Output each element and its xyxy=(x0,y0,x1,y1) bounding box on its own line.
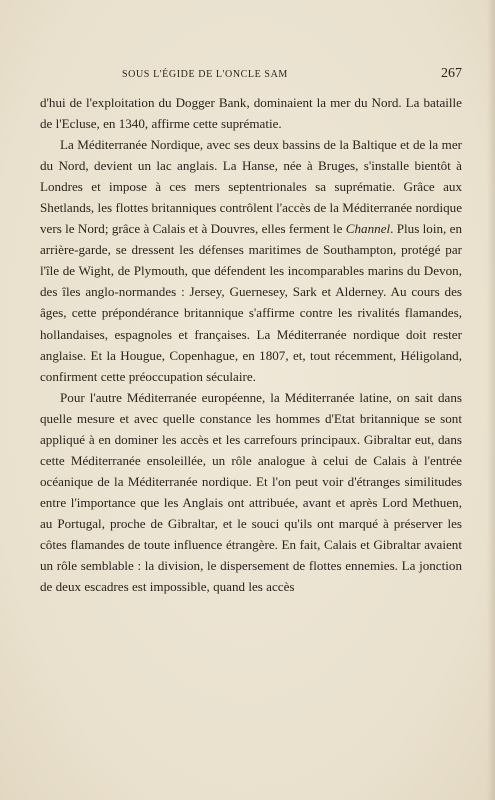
paragraph: La Méditerranée Nordique, avec ses deux bassins de la Baltique et de la mer du Nord, devient un lac anglais. La Hanse, née à Bruges, s'installe bientôt à Londres et impose à ces mers septentrionales sa suprématie. Grâce aux Shetlands, les flottes britanniques contrôlent l'accès de la Méditerranée nordique vers le Nord; grâce à Calais et à Douvres, elles ferment le Channel. Plus loin, en arrière-garde, se dressent les défenses maritimes de Southampton, protégé par l'île de Wight, de Plymouth, que défendent les incomparables marins du Devon, des îles anglo-normandes : Jersey, Guernesey, Sark et Alderney. Au cours des âges, cette prépondérance britannique s'affirme contre les rivalités flamandes, hollandaises, espagnoles et françaises. La Méditerranée nordique doit rester anglaise. Et la Hougue, Copenhague, en 1807, et, tout récemment, Héligoland, confirment cette préoccupation séculaire. xyxy=(40,137,462,384)
running-title: SOUS L'ÉGIDE DE L'ONCLE SAM xyxy=(122,69,288,80)
page-header xyxy=(40,66,462,84)
italic-word: Channel xyxy=(345,221,391,237)
paragraph: d'hui de l'exploitation du Dogger Bank, dominaient la mer du Nord. La bataille de l'Ecluse, en 1340, affirme cette suprématie. xyxy=(40,95,462,132)
page-body xyxy=(40,92,462,597)
page-gutter-shadow xyxy=(487,0,495,800)
paragraph: Pour l'autre Méditerranée européenne, la Méditerranée latine, on sait dans quelle mesure et avec quelle constance les hommes d'Etat britannique se sont appliqué à en dominer les accès et les carrefours principaux. Gibraltar eut, dans cette Méditerranée ensoleillée, un rôle analogue à celui de Calais à l'entrée océanique de la Méditerranée nordique. Et l'on peut voir d'étranges similitudes entre l'importance que les Anglais ont attribuée, avant et après Lord Methuen, au Portugal, proche de Gibraltar, et le souci qu'ils ont marqué à préserver les côtes flamandes de toute influence étrangère. En fait, Calais et Gibraltar avaient un rôle semblable : la division, le dispersement de flottes ennemies. La jonction de deux escadres est impossible, quand les accès xyxy=(40,389,462,595)
page-number: 267 xyxy=(441,66,462,81)
